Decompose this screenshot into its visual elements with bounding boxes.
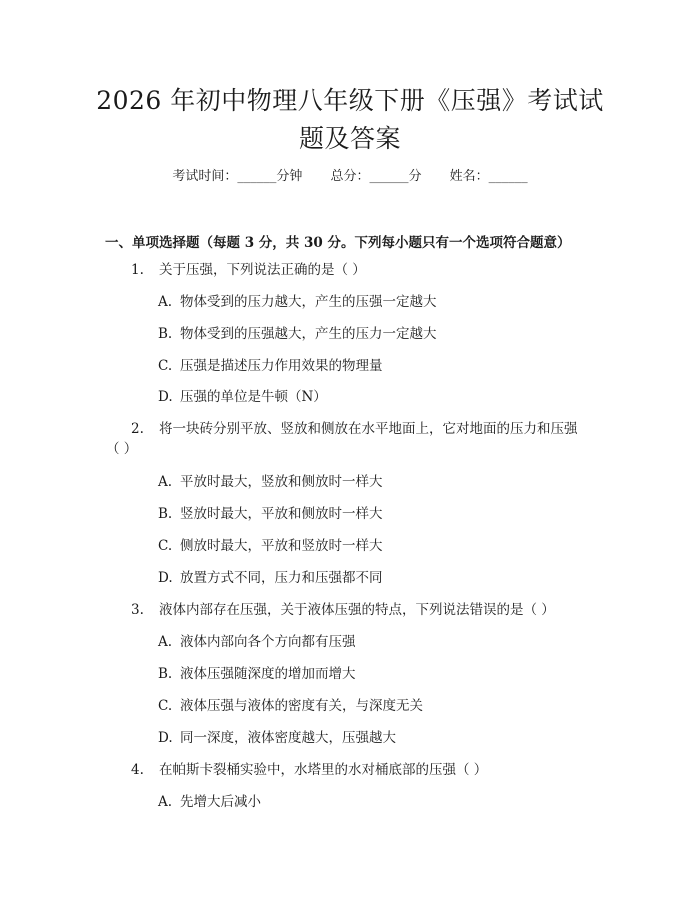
question-text: 液体内部存在压强，关于液体压强的特点，下列说法错误的是（ ） <box>159 602 555 618</box>
question-text: 将一块砖分别平放、竖放和侧放在水平地面上，它对地面的压力和压强 <box>159 421 578 437</box>
question-3 <box>131 600 555 620</box>
option-letter: B. <box>158 506 173 522</box>
option-letter: C. <box>158 538 173 554</box>
option-text: 侧放时最大，平放和竖放时一样大 <box>180 538 383 554</box>
time-field: 考试时间：______分钟 <box>172 169 303 184</box>
question-text: 在帕斯卡裂桶实验中，水塔里的水对桶底部的压强（ ） <box>159 762 488 778</box>
question-2-continued <box>106 439 137 459</box>
option-letter: B. <box>158 326 173 342</box>
option-letter: D. <box>158 730 173 746</box>
option-text: 液体压强随深度的增加而增大 <box>180 666 356 682</box>
option-text: 液体内部向各个方向都有压强 <box>180 634 356 650</box>
option-text: 压强的单位是牛顿（N） <box>180 389 327 405</box>
option-text: 液体压强与液体的密度有关，与深度无关 <box>180 698 423 714</box>
question-1 <box>131 260 366 280</box>
option-1b <box>158 324 437 344</box>
option-letter: A. <box>158 294 173 310</box>
score-field: 总分：______分 <box>330 169 422 184</box>
title-line-2: 题及答案 <box>298 124 401 153</box>
question-text: （ ） <box>106 441 138 457</box>
option-2c <box>158 536 383 556</box>
option-text: 放置方式不同，压力和压强都不同 <box>180 570 383 586</box>
option-letter: C. <box>158 358 173 374</box>
option-letter: A. <box>158 474 173 490</box>
option-letter: D. <box>158 570 173 586</box>
option-text: 竖放时最大，平放和侧放时一样大 <box>180 506 383 522</box>
option-3c <box>158 696 423 716</box>
exam-meta <box>0 167 700 187</box>
option-1d <box>158 387 327 407</box>
option-letter: A. <box>158 794 173 810</box>
option-text: 物体受到的压力越大，产生的压强一定越大 <box>180 294 437 310</box>
option-3a <box>158 632 356 652</box>
option-1c <box>158 356 383 376</box>
question-number: 4. <box>131 762 144 778</box>
option-letter: D. <box>158 389 173 405</box>
option-2b <box>158 504 383 524</box>
option-2a <box>158 472 383 492</box>
option-3d <box>158 728 396 748</box>
option-text: 同一深度，液体密度越大，压强越大 <box>180 730 396 746</box>
option-1a <box>158 292 437 312</box>
option-letter: B. <box>158 666 173 682</box>
option-text: 平放时最大，竖放和侧放时一样大 <box>180 474 383 490</box>
option-text: 压强是描述压力作用效果的物理量 <box>180 358 383 374</box>
name-field: 姓名：______ <box>449 169 528 184</box>
exam-title <box>60 82 640 158</box>
title-line-1: 2026 年初中物理八年级下册《压强》考试试 <box>96 86 604 115</box>
option-letter: A. <box>158 634 173 650</box>
question-number: 1. <box>131 262 144 278</box>
option-text: 先增大后减小 <box>180 794 261 810</box>
section-heading: 一、单项选择题（每题 3 分，共 30 分。下列每小题只有一个选项符合题意） <box>105 235 571 251</box>
option-4a <box>158 792 261 812</box>
question-2 <box>131 419 578 439</box>
option-letter: C. <box>158 698 173 714</box>
question-4 <box>131 760 487 780</box>
question-text: 关于压强，下列说法正确的是（ ） <box>159 262 366 278</box>
option-text: 物体受到的压强越大，产生的压力一定越大 <box>180 326 437 342</box>
option-3b <box>158 664 356 684</box>
option-2d <box>158 568 383 588</box>
question-number: 3. <box>131 602 144 618</box>
question-number: 2. <box>131 421 144 437</box>
